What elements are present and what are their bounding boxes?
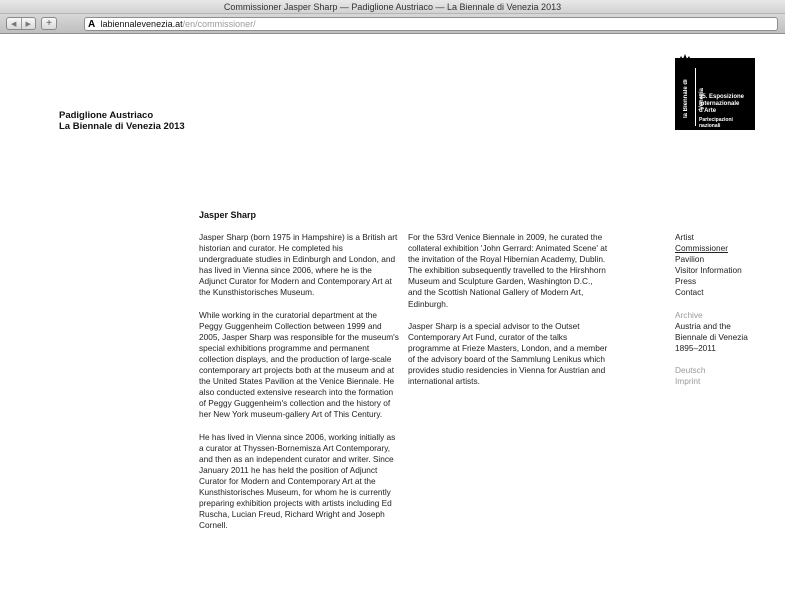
paragraph: While working in the curatorial department at the Peggy Guggenheim Collection between 1999 and 2005, Jasper Sharp was responsible for the museum's special exhibitions programme and permanent collection displays, and the production of large-scale contemporary art projects both at the museum and at the United States Pavilion at the Venice Biennale. He also conducted extensive research into the formation of Peggy Guggenheim's collection and the history of her New York museum-gallery Art of This Century. [199, 309, 399, 420]
nav-pavilion[interactable]: Pavilion [675, 254, 705, 265]
nav-imprint[interactable]: Imprint [675, 376, 701, 387]
archive-line3[interactable]: 1895–2011 [675, 342, 716, 353]
biennale-logo [675, 58, 755, 130]
page-heading: Jasper Sharp [199, 210, 257, 220]
browser-toolbar [0, 14, 785, 34]
nav-artist[interactable]: Artist [675, 232, 694, 242]
paragraph: He has lived in Vienna since 2006, working initially as a curator at Thyssen-Bornemisza Art Contemporary, and then as an independent curator and writer. Since January 2011 he has held the position of Adjunct Curator for Modern and Contemporary Art at the Kunsthistorisches Museum, for whom he is currently preparing exhibition projects with artists including Ed Ruscha, Lucian Freud, Richard Wright and Joseph Cornell. [199, 431, 396, 531]
footer-links [675, 365, 775, 387]
nav-deutsch[interactable]: Deutsch [675, 364, 706, 375]
logo-partecipazioni: Partecipazioni nazionali [699, 117, 733, 129]
nav-visitor-information[interactable]: Visitor Information [675, 265, 742, 276]
history-nav [6, 17, 36, 30]
site-title-line1: Padiglione Austriaco [59, 110, 154, 121]
paragraph: Jasper Sharp (born 1975 in Hampshire) is a British art historian and curator. He completed his undergraduate studies in Edinburgh and London, and has lived in Vienna since 2006, where he is the Adjunct Curator for Modern and Contemporary Art at the Kunsthistorisches Museum. [199, 232, 398, 298]
url-domain: labiennalevenezia.at [100, 19, 183, 29]
paragraph: For the 53rd Venice Biennale in 2009, he curated the collateral exhibition 'John Gerrard: Animated Scene' at the invitation of the Royal Hibernian Academy, Dublin. The exhibition subsequently travelled to the Hirshhorn Museum and Sculpture Garden, Washington D.C., and the Scottish National Gallery of Modern Art, Edinburgh. [408, 232, 608, 309]
nav-contact[interactable]: Contact [675, 287, 704, 298]
site-favicon-icon: A [88, 19, 96, 30]
nav-commissioner[interactable]: Commissioner [675, 243, 729, 254]
new-tab-button[interactable]: + [41, 17, 57, 30]
article-column-left [199, 232, 399, 542]
article-column-right [408, 232, 608, 398]
winged-lion-icon [677, 53, 693, 63]
logo-divider [695, 68, 696, 126]
site-title-line2: La Biennale di Venezia 2013 [59, 121, 185, 132]
paragraph: Jasper Sharp is a special advisor to the Outset Contemporary Art Fund, curator of the talks programme at Frieze Masters, London, and a member of the advisory board of the Sammlung Lenikus which provides studio residencies in Vienna for Austrian and international artists. [408, 320, 608, 387]
logo-vertical-text: la Biennale di Venezia [683, 79, 705, 119]
address-bar[interactable] [84, 17, 778, 31]
archive-line2[interactable]: Biennale di Venezia [675, 331, 748, 342]
back-arrow-icon[interactable]: ◀ [11, 20, 17, 28]
logo-line3: d'Arte [699, 108, 717, 114]
archive-line1[interactable]: Austria and the [675, 320, 731, 331]
site-navigation [675, 232, 775, 387]
nav-press[interactable]: Press [675, 276, 697, 287]
window-title: Commissioner Jasper Sharp — Padiglione Austriaco — La Biennale di Venezia 2013 [0, 0, 785, 14]
nav-archive[interactable]: Archive [675, 309, 703, 320]
logo-exhibition-text [699, 94, 744, 115]
site-title[interactable] [59, 110, 185, 132]
logo-line1: 55. Esposizione [699, 94, 745, 100]
archive-section[interactable] [675, 310, 775, 354]
logo-line2: Internazionale [699, 101, 740, 107]
url-path: /en/commissioner/ [182, 19, 256, 29]
forward-arrow-icon[interactable]: ▶ [21, 18, 36, 29]
